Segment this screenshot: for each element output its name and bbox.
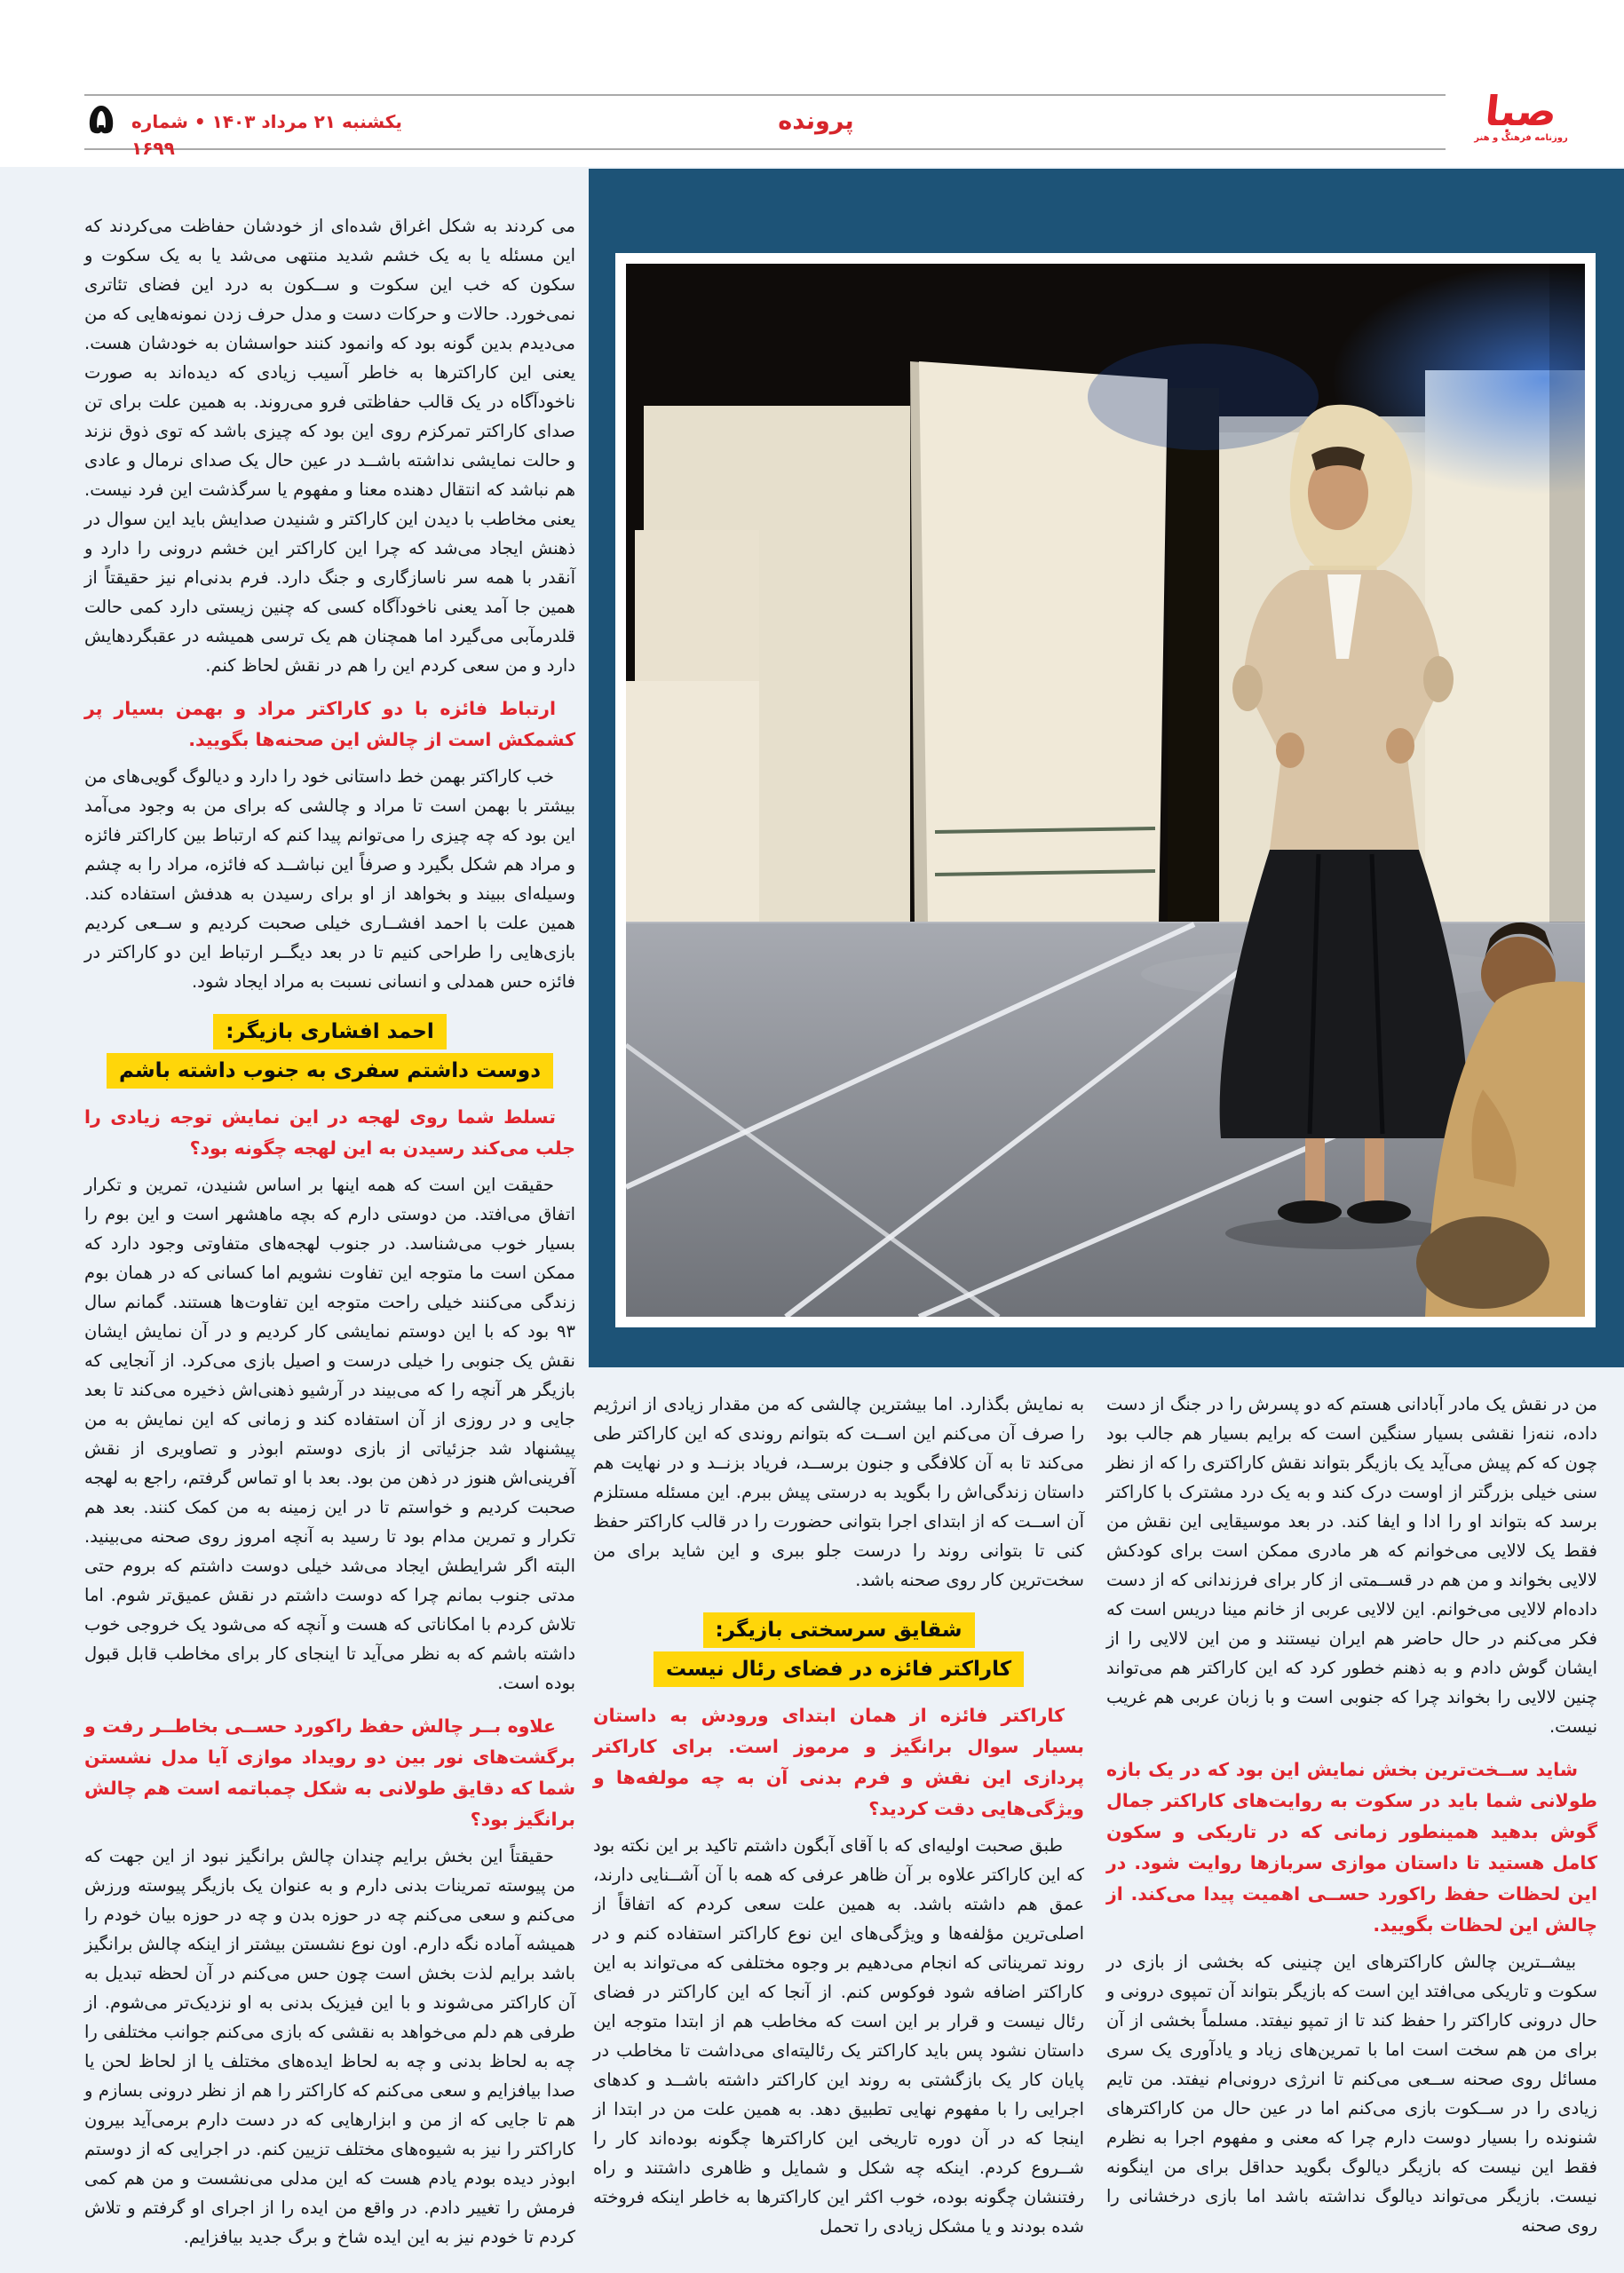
highlight-heading-row bbox=[593, 1612, 1084, 1648]
article-paragraph: طبق صحبت اولیه‌ای که با آقای آبگون داشتم تاکید بر این نکته بود که این کاراکتر علاوه بر آن ظاهر عرفی که همه با آن آشــنایی دارند، عمق هم داشته باشد. به همین علت سعی کردم که اتفاقاً از اصلی‌ترین مؤلفه‌ها و ویژگی‌های این نوع کاراکتر استفاده کنم و در روند تمریناتی که انجام می‌دهیم بر وجوه مختلفی که می‌تواند به این کاراکتر اضافه شود فوکوس کنم. از آنجا که این کاراکتر در فضای رئال نیست و قرار بر این است که مخاطب هم از ابتدا متوجه این داستان نشود پس باید کاراکتر یک رئالیته‌ای می‌داشت تا مخاطب در پایان کار یک بازگشتی به روند این کاراکتر داشته باشــد و کدهای اجرایی را با مفهوم نهایی تطبیق دهد. به همین علت من در ابتدا از اینجا که در آن دوره تاریخی این کاراکترها چگونه بوده‌اند کار را شــروع کردم. اینکه چه شکل و شمایل و ظاهری داشتند و راه رفتنشان چگونه بوده، خوب اکثر این کاراکترها به خاطر اینکه فروخته شده بودند و یا مشکل زیادی را تحمل bbox=[593, 1835, 1084, 2237]
article-column-right bbox=[1106, 1390, 1597, 2240]
issue-info: یکشنبه ۲۱ مرداد ۱۴۰۳ • شماره ۱۶۹۹ bbox=[131, 111, 402, 159]
interview-question: تسلط شما روی لهجه در این نمایش توجه زیادی را جلب می‌کند رسیدن به این لهجه چگونه بود؟ bbox=[84, 1106, 575, 1159]
header-rule-top bbox=[84, 94, 1549, 96]
article-paragraph: می کردند به شکل اغراق شده‌ای از خودشان حفاظت می‌کردند که این مسئله یا به یک خشم شدید منتهی می‌شد یا به یک سکوت و سکون که خب این سکوت و ســکون به درد این فضای تئاتری نمی‌خورد. حالات و حرکات دست و مدل حرف زدن نمونه‌هایی که من می‌دیدم بدین گونه بود که وانمود کنند حواسشان به خودشان هست. یعنی این کاراکترها به خاطر آسیب زیادی که دیده‌اند به صورت ناخودآگاه در یک قالب حفاظتی فرو می‌روند. به همین علت برای تن صدای کاراکتر تمرکزم روی این بود که چیزی باشد که توی ذوق نزند و حالت نمایشی نداشته باشــد در عین حال یک صدای نرمال و عادی هم نباشد که انتقال دهنده معنا و مفهوم یا سرگذشت این فرد نیست. یعنی مخاطب با دیدن این کاراکتر و شنیدن صدایش باید این سوال در ذهنش ایجاد می‌شد که چرا این کاراکتر این خشم درونی را دارد و آنقدر با همه سر ناسازگاری و جنگ دارد. فرم بدنی‌ام نیز حقیقتاً از همین جا آمد یعنی ناخودآگاه کسی که چنین زیستی دارد کمی حالت قلدرمآبی می‌گیرد اما همچنان هم یک ترسی همیشه در عقبگردهایش دارد و من سعی کردم این را هم در نقش لحاظ کنم. bbox=[84, 216, 575, 676]
article-paragraph: من در نقش یک مادر آبادانی هستم که دو پسرش را در جنگ از دست داده، ننه‌زا نقشی بسیار سنگین است که برایم بسیار هم جالب بود چون که کم پیش می‌آید یک بازیگر بتواند نقش کاراکتری را که از نظر سنی خیلی بزرگتر از اوست درک کند و به یک درد مشترک با کاراکتر برسد که بتواند او را ادا و ایفا کند. در بعد موسیقایی این نقش من فقط یک لالایی می‌خوانم که هر مادری ممکن است برای کودکش لالایی بخواند و من هم در قســمتی از کار برای فرزندانی که از دست داده‌ام لالایی می‌خوانم. این لالایی عربی از خانم مینا دریس است که فکر می‌کنم در حال حاضر هم ایران نیستند و من این لالایی را از ایشان گوش دادم و به ذهنم خطور کرد که این کاراکتر هم می‌تواند چنین لالایی را بخواند چرا که جنوبی است و با زبان عربی هم غریب نیست. bbox=[1106, 1394, 1597, 1737]
logo-title: صبا bbox=[1482, 87, 1560, 135]
article-paragraph: بیشــترین چالش کاراکترهای این چنینی که بخشی از بازی در سکوت و تاریکی می‌افتد این است که بازیگر بتواند آن تمپوی درونی و حال درونی کاراکتر را حفظ کند تا از تمپو نیفتد. مسلماً بخشی از آن برای من هم سخت است اما با تمرین‌های زیاد و یادآوری یک سری مسائل روی صحنه ســعی می‌کنم تا انرژی درونی‌ام نیفتد. من تایم زیادی را در ســکوت بازی می‌کنم اما در عین حال من کاراکترهای شنونده را بسیار دوست دارم چرا که معنی و مفهوم اجرا به نظرم فقط این نیست که بازیگر دیالوگ بگوید حداقل برای من اینگونه نیست. بازیگر می‌تواند دیالوگ نداشته باشد اما بازی درخشانی را روی صحنه bbox=[1106, 1952, 1597, 2236]
article-column-middle bbox=[593, 1390, 1084, 2241]
photo-frame bbox=[589, 169, 1624, 1367]
highlight-heading-row bbox=[84, 1014, 575, 1049]
article-paragraph: خب کاراکتر بهمن خط داستانی خود را دارد و دیالوگ گویی‌های من بیشتر با بهمن است تا مراد و چالشی که برای من به وجود می‌آمد این بود که چه چیزی را می‌توانم پیدا کنم که ارتباط بین کاراکتر فائزه و مراد هم شکل بگیرد و صرفاً این نباشــد که فائزه، مراد را به چشم وسیله‌ای ببیند و بخواهد از او برای رسیدن به هدفش استفاده کند. همین علت با احمد افشــاری خیلی صحبت کردیم و ســعی کردیم بازی‌هایی را طراحی کنیم تا در بعد دیگــر ارتباط این دو کاراکتر در فائزه حس همدلی و انسانی نسبت به مراد ایجاد شود. bbox=[83, 766, 575, 992]
logo-tagline: روزنامه فرهنگ و هنر bbox=[1474, 133, 1568, 143]
article-column-left bbox=[84, 211, 575, 2252]
article-paragraph: حقیقتاً این بخش برایم چندان چالش برانگیز نبود از این جهت که من پیوسته تمرینات بدنی دارم و به عنوان یک بازیگر پیوسته ورزش می‌کنم و سعی می‌کنم چه در حوزه بدن و چه در حوزه بیان خودم را همیشه آماده نگه دارم. اون نوع نشستن بیشتر از اینکه چالش برانگیز باشد برایم لذت بخش است چون حس می‌کنم در آن لحظه تبدیل به آن کاراکتر می‌شوند و با این فیزیک بدنی به او نزدیک‌تر می‌شوم. از طرفی هم دلم می‌خواهد به نقشی که بازی می‌کنم جوانب مختلفی را چه به لحاظ بدنی و چه به لحاظ ایده‌های مختلف یا از لحاظ لحن یا صدا بیافزایم و سعی می‌کنم که کاراکتر را هم از نظر درونی بسازم و هم تا جایی که از من و ابزارهایی که در دست دارم برمی‌آید بیرون کاراکتر را نیز به شیوه‌های مختلف تزیین کنم. در اجرایی که از دوستم ابوذر دیده بودم یادم هست که این مدلی می‌نشست و من هم کمی فرمش را تغییر دادم. در واقع من ایده را از اجرای او گرفتم و تلاش کردم تا خودم نیز به این ایده شاخ و برگ جدید بیافزایم. bbox=[84, 1846, 575, 2247]
interview-question: ارتباط فائزه با دو کاراکتر مراد و بهمن بسیار پر کشمکش است از چالش این صحنه‌ها بگویید. bbox=[84, 698, 575, 750]
interview-question: شاید ســخت‌ترین بخش نمایش این بود که در یک بازه طولانی شما باید در سکوت به روایت‌های کاراکتر جمال گوش بدهید همینطور زمانی که در تاریکی و سکون کامل هستید تا داستان موازی سربازها روایت شود. در این لحظات حفظ راکورد حســی اهمیت پیدا می‌کند. از چالش این لحظات بگویید. bbox=[1106, 1759, 1597, 1936]
newspaper-logo bbox=[1446, 89, 1596, 156]
interview-question: علاوه بــر چالش حفظ راکورد حســی بخاطــر رفت و برگشت‌های نور بین دو رویداد موازی آیا مدل نشستن شما که دقایق طولانی به شکل چمباتمه است هم چالش برانگیز بود؟ bbox=[84, 1715, 575, 1830]
interview-question: کاراکتر فائزه از همان ابتدای ورودش به داستان بسیار سوال برانگیز و مرموز است. برای کاراکتر پردازی این نقش و فرم بدنی آن به چه مولفه‌ها و ویژگی‌هایی دقت کردید؟ bbox=[593, 1705, 1084, 1819]
highlight-heading-row bbox=[84, 1053, 575, 1089]
stage-photo-illustration bbox=[626, 264, 1585, 1317]
highlight-heading: کاراکتر فائزه در فضای رئال نیست bbox=[654, 1651, 1024, 1687]
highlight-heading: دوست داشتم سفری به جنوب داشته باشم bbox=[107, 1053, 553, 1089]
highlight-heading: شقایق سرسختی بازیگر: bbox=[703, 1612, 975, 1648]
article-paragraph: حقیقت این است که همه اینها بر اساس شنیدن، تمرین و تکرار اتفاق می‌افتد. من دوستی دارم که بچه ماهشهر است و این بوم را بسیار خوب می‌شناسد. در جنوب لهجه‌های متفاوتی وجود دارد که ممکن است ما متوجه این تفاوت نشویم اما کسانی که در همان بوم زندگی می‌کنند خیلی راحت متوجه این تفاوت‌ها هستند. گمانم سال ۹۳ بود که با این دوستم نمایشی کار کردیم و در آن نمایش ایشان نقش یک جنوبی را خیلی درست و اصیل بازی می‌کرد. از آنجایی که بازیگر هر آنچه را که می‌بیند در آرشیو ذهنی‌اش ذخیره می‌کند تا بعد جایی و در روزی از آن استفاده کند و زمانی که این نمایش به من پیشنهاد شد جزئیاتی از بازی دوستم ابوذر و تصاویری از نقش آفرینی‌اش هنوز در ذهن من بود. بعد با او تماس گرفتم، راجع به لهجه صحبت کردیم و خواستم تا در این زمینه به من کمک کنند. بعد هم تکرار و تمرین مدام بود تا رسید به آنچه امروز روی صحنه می‌بینید. البته اگر شرایطش ایجاد می‌شد خیلی دوست داشتم که بروم حتی مدتی جنوب بمانم چرا که دوست داشتم در نقش عمیق‌تر شوم. اما تلاش کردم با امکاناتی که هست و آنچه که می‌شود یک خروجی خوب داشته باشم که به نظر می‌آید تا اینجای کار برای مخاطب قابل قبول بوده است. bbox=[84, 1175, 575, 1693]
article-paragraph: به نمایش بگذارد. اما بیشترین چالشی که من مقدار زیادی از انرژیم را صرف آن می‌کنم این اســت که بتوانم روندی که این کاراکتر طی می‌کند تا به آن کلافگی و جنون برســد، فریاد بزنــد و در نهایت هم داستان زندگی‌اش را بگوید به درستی پیش ببرم. این مسئله مستلزم آن اســت که از ابتدای اجرا بتوانی حضورت را در قالب کاراکتر حفظ کنی تا بتوانی روند را درست جلو ببری و این شاید برای من سخت‌ترین کار روی صحنه باشد. bbox=[593, 1394, 1084, 1590]
stage-photo bbox=[615, 253, 1596, 1327]
section-title: پرونده bbox=[778, 107, 854, 135]
page-number: ۵ bbox=[88, 94, 115, 144]
highlight-heading-row bbox=[593, 1651, 1084, 1687]
highlight-heading: احمد افشاری بازیگر: bbox=[213, 1014, 447, 1049]
